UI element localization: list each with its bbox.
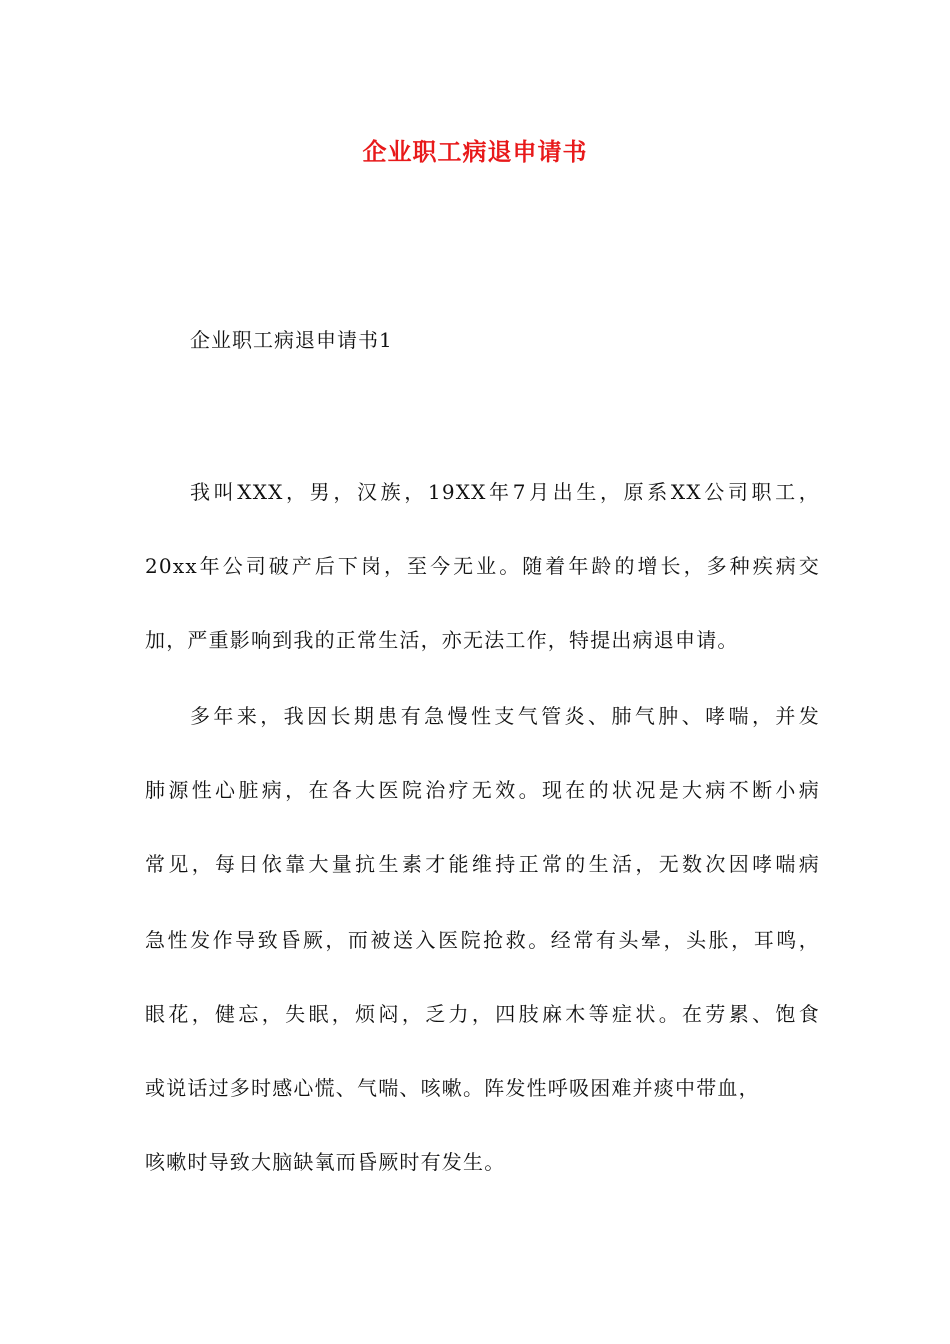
text-line: 肺源性心脏病，在各大医院治疗无效。现在的状况是大病不断小病 [145,778,820,802]
text-line: 加，严重影响到我的正常生活，亦无法工作，特提出病退申请。 [145,628,739,652]
text-line: 眼花，健忘，失眠，烦闷，乏力，四肢麻木等症状。在劳累、饱食 [145,1002,820,1026]
text-line: 急性发作导致昏厥，而被送入医院抢救。经常有头晕，头胀，耳鸣， [145,928,820,952]
section-heading: 企业职工病退申请书1 [190,328,393,352]
text-line: 咳嗽时导致大脑缺氧而昏厥时有发生。 [145,1150,506,1174]
document-title: 企业职工病退申请书 [362,137,588,166]
text-line: 多年来，我因长期患有急慢性支气管炎、肺气肿、哮喘，并发 [190,704,820,728]
text-line: 20xx年公司破产后下岗，至今无业。随着年龄的增长，多种疾病交 [145,554,820,578]
text-line: 我叫XXX，男，汉族，19XX年7月出生，原系XX公司职工， [190,480,820,504]
text-line: 常见，每日依靠大量抗生素才能维持正常的生活，无数次因哮喘病 [145,852,820,876]
text-line: 或说话过多时感心慌、气喘、咳嗽。阵发性呼吸困难并痰中带血， [145,1076,760,1100]
